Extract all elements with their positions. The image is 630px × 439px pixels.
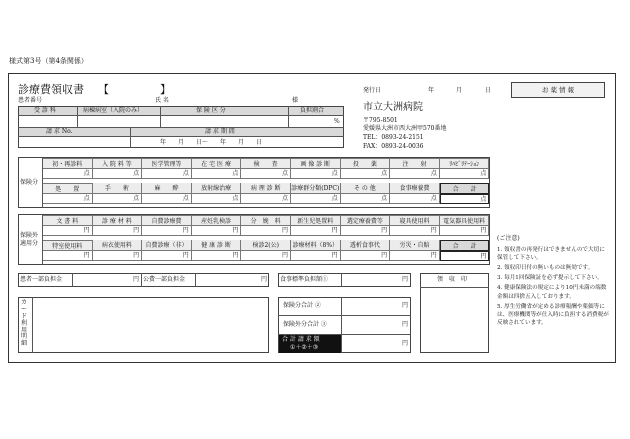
non-insured-value-0-6: 円 bbox=[341, 226, 391, 236]
public-burden-yen: 円 bbox=[261, 276, 268, 283]
title-bracket-close: 】 bbox=[160, 83, 171, 96]
billing-period-value: 年 月 日～ 年 月 日 bbox=[160, 139, 263, 146]
non-insured-value-1-5: 円 bbox=[291, 251, 341, 261]
form-id: 様式第3号（第4条関係） bbox=[9, 57, 88, 65]
insured-value-1-4: 点 bbox=[241, 194, 291, 204]
non-insured-value-0-2: 円 bbox=[142, 226, 192, 236]
non-insured-label-0-4: 分 娩 料 bbox=[241, 215, 291, 226]
note-1: 1. 領収書の再発行はできませんので大切に保管して下さい。 bbox=[497, 247, 605, 262]
billing-number-label: 請 求 No. bbox=[46, 128, 73, 135]
insurance-type-label: 保 険 区 分 bbox=[196, 107, 226, 114]
non-insured-label-0-8: 電気器具使用料 bbox=[440, 215, 490, 226]
non-insured-value-0-5: 円 bbox=[291, 226, 341, 236]
non-insured-value-0-4: 円 bbox=[241, 226, 291, 236]
meal-standard-label: 食事標準負担額① bbox=[280, 276, 329, 283]
insured-total-yen: 円 bbox=[402, 302, 409, 309]
patient-burden-yen: 円 bbox=[133, 276, 140, 283]
name-label: 氏 名 bbox=[155, 97, 169, 104]
insured-label-0-1: 入 院 料 等 bbox=[93, 158, 143, 169]
non-insured-label-0-2: 自費診療費 bbox=[142, 215, 192, 226]
card-usage-box bbox=[18, 297, 269, 353]
department-label: 受 診 科 bbox=[34, 107, 56, 114]
card-usage-label: カード利用明細 bbox=[21, 299, 28, 348]
non-insured-value-0-1: 円 bbox=[93, 226, 143, 236]
insured-value-0-0: 点 bbox=[43, 169, 93, 179]
hospital-name: 市立大洲病院 bbox=[363, 102, 423, 113]
non-insured-value-1-6: 円 bbox=[341, 251, 391, 261]
sama-label: 様 bbox=[292, 97, 299, 104]
meal-yen: 円 bbox=[402, 276, 409, 283]
issue-day: 日 bbox=[485, 87, 492, 94]
non-insured-label-1-5: 診療材料（8%） bbox=[291, 240, 341, 251]
non-insured-value-0-3: 円 bbox=[192, 226, 242, 236]
insured-label-0-7: 注 射 bbox=[390, 158, 440, 169]
notes-title: (ご注意) bbox=[497, 235, 520, 242]
insured-value-1-1: 点 bbox=[93, 194, 143, 204]
non-insured-total-label: 保険外分合計 ③ bbox=[283, 321, 327, 328]
public-burden-label: 公費一部負担金 bbox=[143, 276, 186, 283]
insured-label-1-6: そ の 他 bbox=[341, 183, 391, 194]
non-insured-label-1-4: 検診2(公) bbox=[241, 240, 291, 251]
okusuri-info-label: お 薬 情 報 bbox=[541, 86, 575, 94]
non-insured-value-1-2: 円 bbox=[142, 251, 192, 261]
billing-period-label: 請 求 期 間 bbox=[205, 128, 235, 135]
insured-label-1-0: 処 置 bbox=[43, 183, 93, 194]
hospital-address: 愛媛県大洲市西大洲甲570番地 bbox=[363, 125, 447, 132]
insured-value-0-4: 点 bbox=[241, 169, 291, 179]
non-insured-value-0-7: 円 bbox=[390, 226, 440, 236]
percent-sign: % bbox=[334, 118, 340, 125]
non-insured-label-1-1: 病衣使用料 bbox=[93, 240, 143, 251]
insured-label-0-8: ﾘﾊﾋﾞﾘﾃｰｼｮﾝ bbox=[440, 158, 490, 169]
insured-label-0-0: 初・再診料 bbox=[43, 158, 93, 169]
grand-total-label: 合 計 請 求 額 bbox=[282, 336, 320, 343]
non-insured-value-1-0: 円 bbox=[43, 251, 93, 261]
grand-total-yen: 円 bbox=[402, 340, 409, 347]
burden-ratio-label: 負担割合 bbox=[300, 107, 325, 114]
issue-year: 年 bbox=[428, 87, 435, 94]
title-bracket-open: 【 bbox=[98, 83, 109, 96]
insured-value-0-1: 点 bbox=[93, 169, 143, 179]
non-insured-label-0-1: 診 療 材 料 bbox=[93, 215, 143, 226]
non-insured-label-1-3: 健 康 診 断 bbox=[192, 240, 242, 251]
non-insured-label-1-6: 透析食事代 bbox=[341, 240, 391, 251]
hospital-fax: FAX：0893-24-0036 bbox=[363, 143, 424, 150]
non-insured-label-1-8: 合 計 bbox=[440, 240, 490, 251]
non-insured-label-1-0: 特室使用料 bbox=[43, 240, 93, 251]
insured-label-1-4: 病 理 診 断 bbox=[241, 183, 291, 194]
note-2: 2. 領収印日付の無いものは無効です。 bbox=[497, 265, 594, 272]
non-insured-label-0-7: 寝具使用料 bbox=[390, 215, 440, 226]
insured-value-1-8: 点 bbox=[440, 194, 490, 204]
issue-month: 月 bbox=[456, 87, 463, 94]
hospital-zip: 〒795-8501 bbox=[363, 117, 398, 124]
receipt-stamp-box bbox=[420, 273, 489, 353]
non-insured-label-0-0: 文 書 料 bbox=[43, 215, 93, 226]
non-insured-value-0-0: 円 bbox=[43, 226, 93, 236]
patient-number-label: 患者番号 bbox=[18, 97, 43, 104]
non-insured-value-1-7: 円 bbox=[390, 251, 440, 261]
non-insured-label-1-2: 自費診療（非） bbox=[142, 240, 192, 251]
hospital-tel: TEL：0893-24-2151 bbox=[363, 134, 424, 141]
receipt-stamp-label: 領 収 印 bbox=[437, 276, 468, 283]
insured-value-0-7: 点 bbox=[390, 169, 440, 179]
non-insured-label-1-7: 労災・自賠 bbox=[390, 240, 440, 251]
insured-label-1-5: 診療群分類(DPC) bbox=[291, 185, 340, 192]
non-insured-label-0-5: 新生児処置料 bbox=[291, 215, 341, 226]
insured-label-1-7: 食事療養費 bbox=[390, 183, 440, 194]
receipt-title: 診療費領収書 bbox=[18, 83, 84, 96]
insured-label-1-1: 手 術 bbox=[93, 183, 143, 194]
non-insured-section-label: 保険外適用分 bbox=[20, 232, 39, 248]
insured-label-0-4: 検 査 bbox=[241, 158, 291, 169]
note-4: 4. 健康保険法の規定により10円未満の端数金額は四捨五入しております。 bbox=[497, 285, 607, 300]
insured-value-0-5: 点 bbox=[291, 169, 341, 179]
grand-total-formula: ①＋②＋③ bbox=[290, 344, 319, 351]
okusuri-info-button[interactable] bbox=[511, 82, 605, 98]
notes-list bbox=[497, 246, 609, 327]
insured-section-label: 保険分 bbox=[20, 179, 39, 186]
insured-value-0-3: 点 bbox=[192, 169, 242, 179]
non-insured-total-yen: 円 bbox=[402, 321, 409, 328]
insured-label-0-6: 投 薬 bbox=[341, 158, 391, 169]
note-5: 5. 厚生労働省が定める診療報酬や薬価等には、医療機関等が仕入時に負担する消費税が反映されています。 bbox=[497, 303, 609, 326]
non-insured-value-1-4: 円 bbox=[241, 251, 291, 261]
insured-label-0-2: 医学管理等 bbox=[142, 158, 192, 169]
non-insured-value-1-8: 円 bbox=[440, 251, 490, 261]
insured-label-1-8: 合 計 bbox=[440, 183, 490, 194]
non-insured-label-0-6: 選定療養費等 bbox=[341, 215, 391, 226]
insured-label-1-3: 放射線治療 bbox=[192, 183, 242, 194]
insured-label-0-3: 在 宅 医 療 bbox=[192, 158, 242, 169]
insured-label-0-5: 画 像 診 断 bbox=[291, 158, 341, 169]
insured-value-1-7: 点 bbox=[390, 194, 440, 204]
insured-value-1-3: 点 bbox=[192, 194, 242, 204]
insured-label-1-2: 麻 酔 bbox=[142, 183, 192, 194]
patient-burden-label: 患者一部負担金 bbox=[20, 276, 63, 283]
insured-value-1-0: 点 bbox=[43, 194, 93, 204]
non-insured-value-1-1: 円 bbox=[93, 251, 143, 261]
issue-date-label: 発行日 bbox=[363, 87, 382, 94]
note-3: 3. 毎月1回保険証を必ず提示して下さい。 bbox=[497, 275, 603, 282]
insured-total-label: 保険分合計 ② bbox=[283, 302, 321, 309]
insured-value-1-6: 点 bbox=[341, 194, 391, 204]
insured-value-0-8: 点 bbox=[440, 169, 490, 179]
insured-value-0-2: 点 bbox=[142, 169, 192, 179]
non-insured-value-0-8: 円 bbox=[440, 226, 490, 236]
non-insured-label-0-3: 産妊乳検診 bbox=[192, 215, 242, 226]
insured-value-0-6: 点 bbox=[341, 169, 391, 179]
insured-value-1-5: 点 bbox=[291, 194, 341, 204]
insured-value-1-2: 点 bbox=[142, 194, 192, 204]
ward-label: 病棟病室（入院のみ） bbox=[83, 107, 144, 114]
non-insured-value-1-3: 円 bbox=[192, 251, 242, 261]
